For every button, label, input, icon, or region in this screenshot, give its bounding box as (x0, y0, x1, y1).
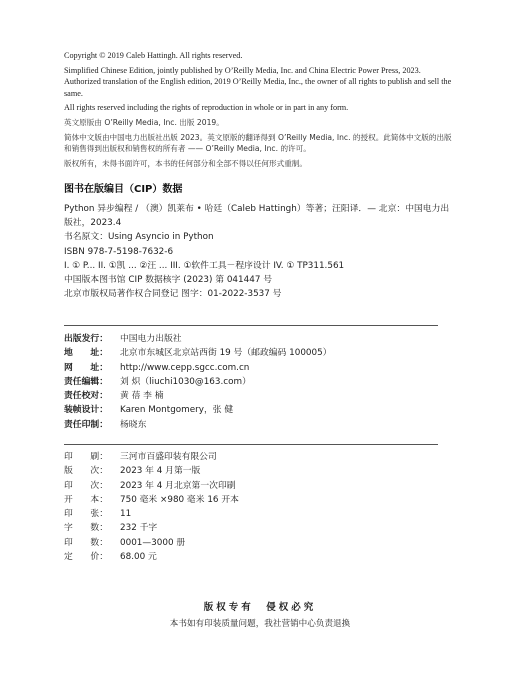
row-value: 刘 炽（liuchi1030@163.com） (120, 376, 251, 387)
publisher-row (64, 403, 454, 417)
publisher-row (64, 375, 454, 389)
row-label: 出版发行： (64, 334, 108, 344)
row-value: 中国电力出版社 (120, 334, 182, 344)
printing-row (64, 521, 454, 535)
row-label: 责任印制： (64, 419, 108, 430)
cip-entry: Python 异步编程 / （澳）凯莱布 • 哈廷（Caleb Hattingh）等著；汪阳译．— 北京：中国电力出版社，2023.4 (64, 204, 450, 229)
edition-statement: Simplified Chinese Edition, jointly published by O’Reilly Media, Inc. and China Electric Power Press, 2023. Authorized translation of the English edition, 2019 O’Reilly Media, Inc., the owner of all rights to publish and sell the same. (64, 65, 452, 98)
publisher-row (64, 346, 454, 360)
row-value: 2023 年 4 月北京第一次印刷 (120, 480, 236, 491)
divider (64, 325, 438, 326)
row-value: 68.00 元 (120, 552, 157, 563)
quality-notice: 本书如有印装质量问题，我社营销中心负责退换 (169, 619, 351, 629)
printing-row (64, 450, 454, 464)
printing-row (64, 493, 454, 507)
cip-title: 图书在版编目（CIP）数据 (64, 184, 183, 195)
cip-classification: I. ① P... II. ①凯 ... ②汪 ... III. ①软件工具－程序设计 IV. ① TP311.561 (64, 260, 345, 271)
printing-row (64, 464, 454, 478)
row-label: 开 本： (64, 494, 108, 505)
row-label: 责任编辑： (64, 376, 108, 387)
publisher-row (64, 332, 454, 346)
publisher-info (64, 332, 454, 432)
chinese-edition-note: 简体中文版由中国电力出版社出版 2023。英文原版的翻译得到 O’Reilly Media, Inc. 的授权。此简体中文版的出版和销售得到出版权和销售权的所有者 —— O’Reilly Media, Inc. 的许可。 (64, 132, 452, 154)
publisher-row (64, 418, 454, 432)
rights-reserved: 版权专有 侵权必究 (203, 602, 317, 613)
row-value: 750 毫米 ×980 毫米 16 开本 (120, 494, 239, 505)
row-label: 装帧设计： (64, 405, 108, 416)
row-label: 印 刷： (64, 452, 108, 462)
printing-row (64, 507, 454, 521)
row-label: 网 址： (64, 362, 108, 373)
printing-row (64, 550, 454, 564)
row-value: 黄 蓓 李 楠 (120, 391, 164, 402)
printing-row (64, 536, 454, 550)
row-label: 字 数： (64, 523, 108, 534)
copyright-registration: 北京市版权局著作权合同登记 图字：01-2022-3537 号 (64, 289, 282, 300)
publisher-row (64, 389, 454, 403)
cip-isbn: ISBN 978-7-5198-7632-6 (64, 246, 174, 257)
row-value: 232 千字 (120, 523, 158, 534)
row-label: 地 址： (64, 348, 108, 359)
row-value: 三河市百盛印装有限公司 (120, 452, 217, 462)
row-label: 定 价： (64, 552, 108, 563)
printing-row (64, 479, 454, 493)
divider (64, 444, 438, 445)
row-value: 杨晓东 (120, 419, 147, 430)
original-edition-note: 英文原版由 O’Reilly Media, Inc. 出版 2019。 (64, 117, 224, 127)
row-label: 印 次： (64, 480, 108, 491)
rights-statement: All rights reserved including the rights of reproduction in whole or in part in any form. (64, 103, 349, 113)
row-value: 0001—3000 册 (120, 537, 186, 548)
cip-data (64, 202, 454, 301)
copyright-block (64, 50, 452, 172)
row-value: 北京市东城区北京站西街 19 号（邮政编码 100005） (120, 348, 332, 359)
row-value: http://www.cepp.sgcc.com.cn (120, 362, 250, 373)
row-label: 版 次： (64, 466, 108, 477)
reproduction-note: 版权所有，未得书面许可，本书的任何部分和全部不得以任何形式重制。 (64, 158, 307, 168)
publisher-row (64, 361, 454, 375)
row-label: 印 数： (64, 537, 108, 548)
cip-number: 中国版本图书馆 CIP 数据核字 (2023) 第 041447 号 (64, 275, 273, 286)
row-label: 责任校对： (64, 391, 108, 402)
row-value: Karen Montgomery，张 健 (120, 405, 234, 416)
row-value: 11 (120, 509, 132, 520)
row-label: 印 张： (64, 509, 108, 520)
row-value: 2023 年 4 月第一版 (120, 466, 201, 477)
printing-info (64, 450, 454, 564)
copyright-line: Copyright © 2019 Caleb Hattingh. All rights reserved. (64, 51, 243, 60)
cip-original-title: 书名原文：Using Asyncio in Python (64, 232, 214, 243)
